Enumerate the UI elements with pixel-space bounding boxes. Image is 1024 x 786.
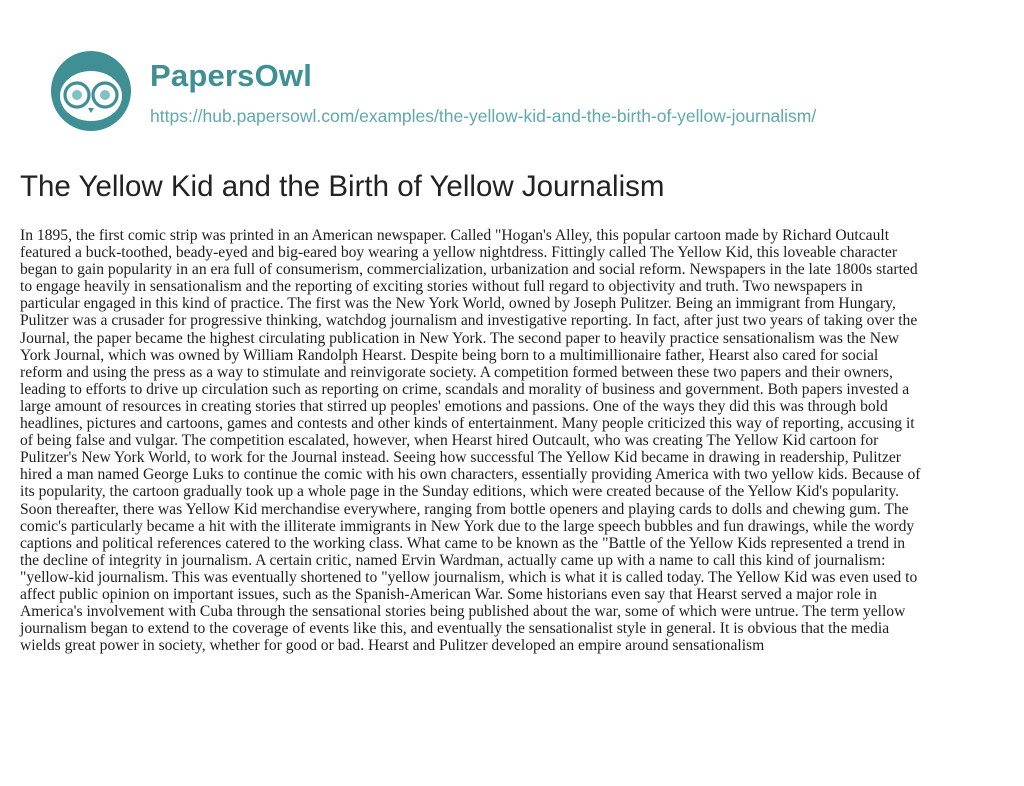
body-line: wields great power in society, whether for good or bad. Hearst and Pulitzer developed an empire around sensationalism [20, 637, 765, 655]
source-url-link[interactable]: https://hub.papersowl.com/examples/the-yellow-kid-and-the-birth-of-yellow-journalism/ [150, 106, 817, 126]
body-line: reform and using the press as a way to stimulate and reinvigorate society. A competition formed between these two papers and their owners, [20, 363, 893, 381]
body-line: began to gain popularity in an era full of consumerism, commercialization, urbanization and social reform. Newspapers in the late 1800s started [20, 261, 918, 279]
body-line: the decline of integrity in journalism. A certain critic, named Ervin Wardman, actually came up with a name to call this kind of journalism: [20, 551, 886, 569]
document-title: The Yellow Kid and the Birth of Yellow Journalism [20, 170, 665, 203]
body-line: particular engaged in this kind of practice. The first was the New York World, owned by Joseph Pulitzer. Being an immigrant from Hungary, [20, 295, 896, 313]
body-line: comic's particularly became a hit with the illiterate immigrants in New York due to the large speech bubbles and fun drawings, while the wordy [20, 517, 915, 535]
body-line: captions and political references catered to the working class. What came to be known as the "Battle of the Yellow Kids represented a trend in [20, 534, 906, 552]
body-line: Pulitzer's New York World, to work for the Journal instead. Seeing how successful The Yellow Kid became in drawing in readership, Pulitzer [20, 449, 901, 467]
body-line: "yellow-kid journalism. This was eventually shortened to "yellow journalism, which is what it is called today. The Yellow Kid was even used to [20, 568, 918, 586]
body-line: featured a buck-toothed, beady-eyed and big-eared boy wearing a yellow nightdress. Fittingly called The Yellow Kid, this loveable character [20, 244, 898, 262]
body-line: Pulitzer was a crusader for progressive thinking, watchdog journalism and investigative reporting. In fact, after just two years of taking over the [20, 312, 918, 330]
body-line: large amount of resources in creating stories that stirred up peoples' emotions and passions. One of the ways they did this was through bold [20, 397, 888, 415]
body-line: journalism began to extend to the coverage of events like this, and eventually the sensationalist style in general. It is obvious that the media [20, 620, 890, 638]
body-line: hired a man named George Luks to continue the comic with his own characters, essentially providing America with two yellow kids. Because of [20, 466, 921, 484]
body-line: York Journal, which was owned by William Randolph Hearst. Despite being born to a multimillionaire father, Hearst also cared for social [20, 346, 879, 364]
owl-eyes-logo-icon [50, 50, 132, 132]
brand-header [50, 50, 1010, 140]
body-line: to engage heavily in sensationalism and the reporting of exciting stories without full regard to objectivity and truth. Two newspapers in [20, 278, 863, 296]
body-line: headlines, pictures and cartoons, games and contests and other kinds of entertainment. Many people criticized this way of reporting, accusing it [20, 415, 915, 433]
body-line: Soon thereafter, there was Yellow Kid merchandise everywhere, ranging from bottle openers and playing cards to dolls and chewing gum. The [20, 500, 909, 518]
body-line: of being false and vulgar. The competition escalated, however, when Hearst hired Outcault, who was creating The Yellow Kid cartoon for [20, 432, 879, 450]
body-line: Journal, the paper became the highest circulating publication in New York. The second paper to heavily practice sensationalism was the New [20, 329, 900, 347]
body-line: its popularity, the cartoon gradually took up a whole page in the Sunday editions, which were created because of the Yellow Kid's popularity. [20, 483, 900, 501]
brand-name: PapersOwl [150, 58, 313, 93]
body-line: affect public opinion on important issues, such as the Spanish-American War. Some historians even say that Hearst served a major role in [20, 585, 877, 603]
body-line: In 1895, the first comic strip was printed in an American newspaper. Called "Hogan's Alley, this popular cartoon made by Richard Outcault [20, 227, 890, 244]
body-line: leading to efforts to drive up circulation such as reporting on crime, scandals and morality of business and government. Both papers invested a [20, 380, 910, 398]
document-body [20, 227, 1004, 654]
body-line: America's involvement with Cuba through the sensational stories being published about the war, some of which were untrue. The term yellow [20, 603, 906, 621]
